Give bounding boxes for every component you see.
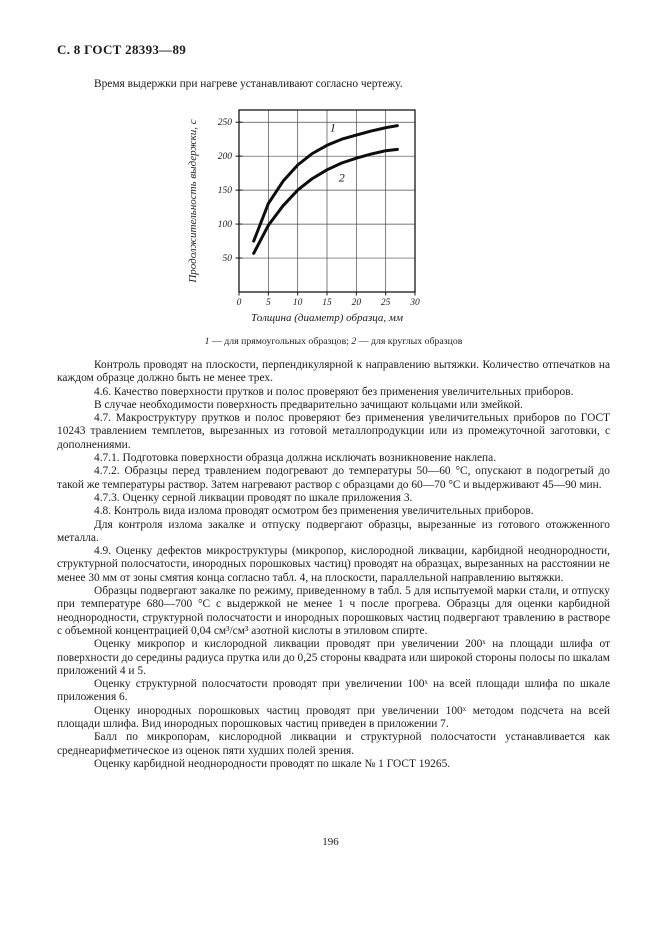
caption-series-1-label: — для прямоугольных образцов; xyxy=(209,336,352,347)
x-tick-label: 20 xyxy=(351,298,362,308)
caption-series-2-number: 2 xyxy=(351,336,357,347)
paragraph: Оценку инородных порошковых частиц проводят при увеличении 100ˣ методом подсчета на всей площади шлифа. Вид инородных порошковых частиц приведен в приложении 7. xyxy=(57,704,610,731)
holding-time-chart xyxy=(183,100,453,336)
paragraph: Оценку микропор и кислородной ликвации проводят при увеличении 200ˣ на площади шлифа от поверхности до середины радиуса прутка или до 0,25 стороны квадрата или широкой стороны полосы по шкалам приложений 4 и 5. xyxy=(57,638,610,677)
curve-2 xyxy=(254,149,398,253)
paragraph: 4.8. Контроль вида излома проводят осмотром без применения увеличительных приборов. xyxy=(94,505,534,518)
body-text xyxy=(57,359,610,771)
y-tick-label: 150 xyxy=(217,186,232,197)
curve-1-label: 1 xyxy=(329,120,336,135)
x-tick-label: 0 xyxy=(236,298,242,308)
x-tick-label: 30 xyxy=(410,298,420,308)
paragraph: 4.9. Оценку дефектов микроструктуры (микропор, кислородной ликвации, карбидной неоднородности, структурной полосчатости, инородных порошковых частиц) проводят на образцах, вырезанных на расстоянии не менее 30 мм от зоны смятия конца согласно табл. 4, на плоскости, параллельной направлению вытяжки. xyxy=(57,545,610,584)
paragraph: Контроль проводят на плоскости, перпендикулярной к направлению вытяжки. Количество отпечатков на каждом образце должно быть не менее трех. xyxy=(57,359,610,385)
paragraph: В случае необходимости поверхность предварительно зачищают кольцами или змейкой. xyxy=(94,398,523,411)
chart-caption xyxy=(57,336,610,347)
x-tick-label: 25 xyxy=(380,298,391,308)
paragraph: 4.7.2. Образцы перед травлением подогревают до температуры 50—60 °С, опускают в подогретый до такой же температуры раствор. Затем нагревают раствор с образцами до 60—70 °С и выдерживают 45—90 мин. xyxy=(57,465,610,491)
y-axis-label: Продолжительность выдержки, с xyxy=(187,119,199,283)
paragraph: Оценку структурной полосчатости проводят при увеличении 100ˣ на всей площади шлифа по шкале приложения 6. xyxy=(57,678,610,704)
y-tick-label: 250 xyxy=(217,118,232,129)
y-tick-label: 50 xyxy=(222,254,232,265)
caption-series-1-number: 1 xyxy=(204,336,210,347)
intro-paragraph: Время выдержки при нагреве устанавливают согласно чертежу. xyxy=(94,78,403,90)
paragraph: 4.7. Макроструктуру прутков и полос проверяют без применения увеличительных приборов по ГОСТ 10243 травлением темплетов, вырезанных из готовой металлопродукции или из промежуточной заготовки, с дополнениями. xyxy=(57,412,610,451)
curve-2-label: 2 xyxy=(338,170,345,185)
paragraph: Для контроля излома закалке и отпуску подвергают образцы, вырезанные из готового отожженного металла. xyxy=(57,518,610,544)
paragraph: 4.6. Качество поверхности прутков и полос проверяют без применения увеличительных приборов. xyxy=(94,385,574,398)
x-axis-label: Толщина (диаметр) образца, мм xyxy=(251,312,403,324)
page-number: 196 xyxy=(322,836,339,848)
paragraph: Образцы подвергают закалке по режиму, приведенному в табл. 5 для испытуемой марки стали, и отпуску при температуре 680—700 °С с выдержкой не менее 1 ч после прогрева. Образцы для оценки карбидной неоднородности, структурной полосчатости и инородных порошковых частиц подвергают травлению в растворе с объемной концентрацией 0,04 см³/см³ азотной кислоты в этиловом спирте. xyxy=(57,585,610,637)
x-tick-label: 15 xyxy=(322,298,332,308)
page-header-stamp: С. 8 ГОСТ 28393—89 xyxy=(57,42,187,57)
x-tick-label: 5 xyxy=(265,298,271,308)
y-tick-label: 100 xyxy=(217,220,232,231)
paragraph: 4.7.3. Оценку серной ликвации проводят по шкале приложения 3. xyxy=(94,491,413,504)
paragraph: Оценку карбидной неоднородности проводят по шкале № 1 ГОСТ 19265. xyxy=(94,757,451,770)
caption-series-2-label: — для круглых образцов xyxy=(356,336,463,347)
x-tick-label: 10 xyxy=(292,298,303,308)
chart-svg xyxy=(183,100,453,336)
paragraph: Балл по микропорам, кислородной ликвации и структурной полосчатости устанавливается как среднеарифметическое из оценок пяти худших полей зрения. xyxy=(57,731,610,757)
y-tick-label: 200 xyxy=(217,152,232,163)
paragraph: 4.7.1. Подготовка поверхности образца должна исключать возникновение наклепа. xyxy=(94,452,497,465)
